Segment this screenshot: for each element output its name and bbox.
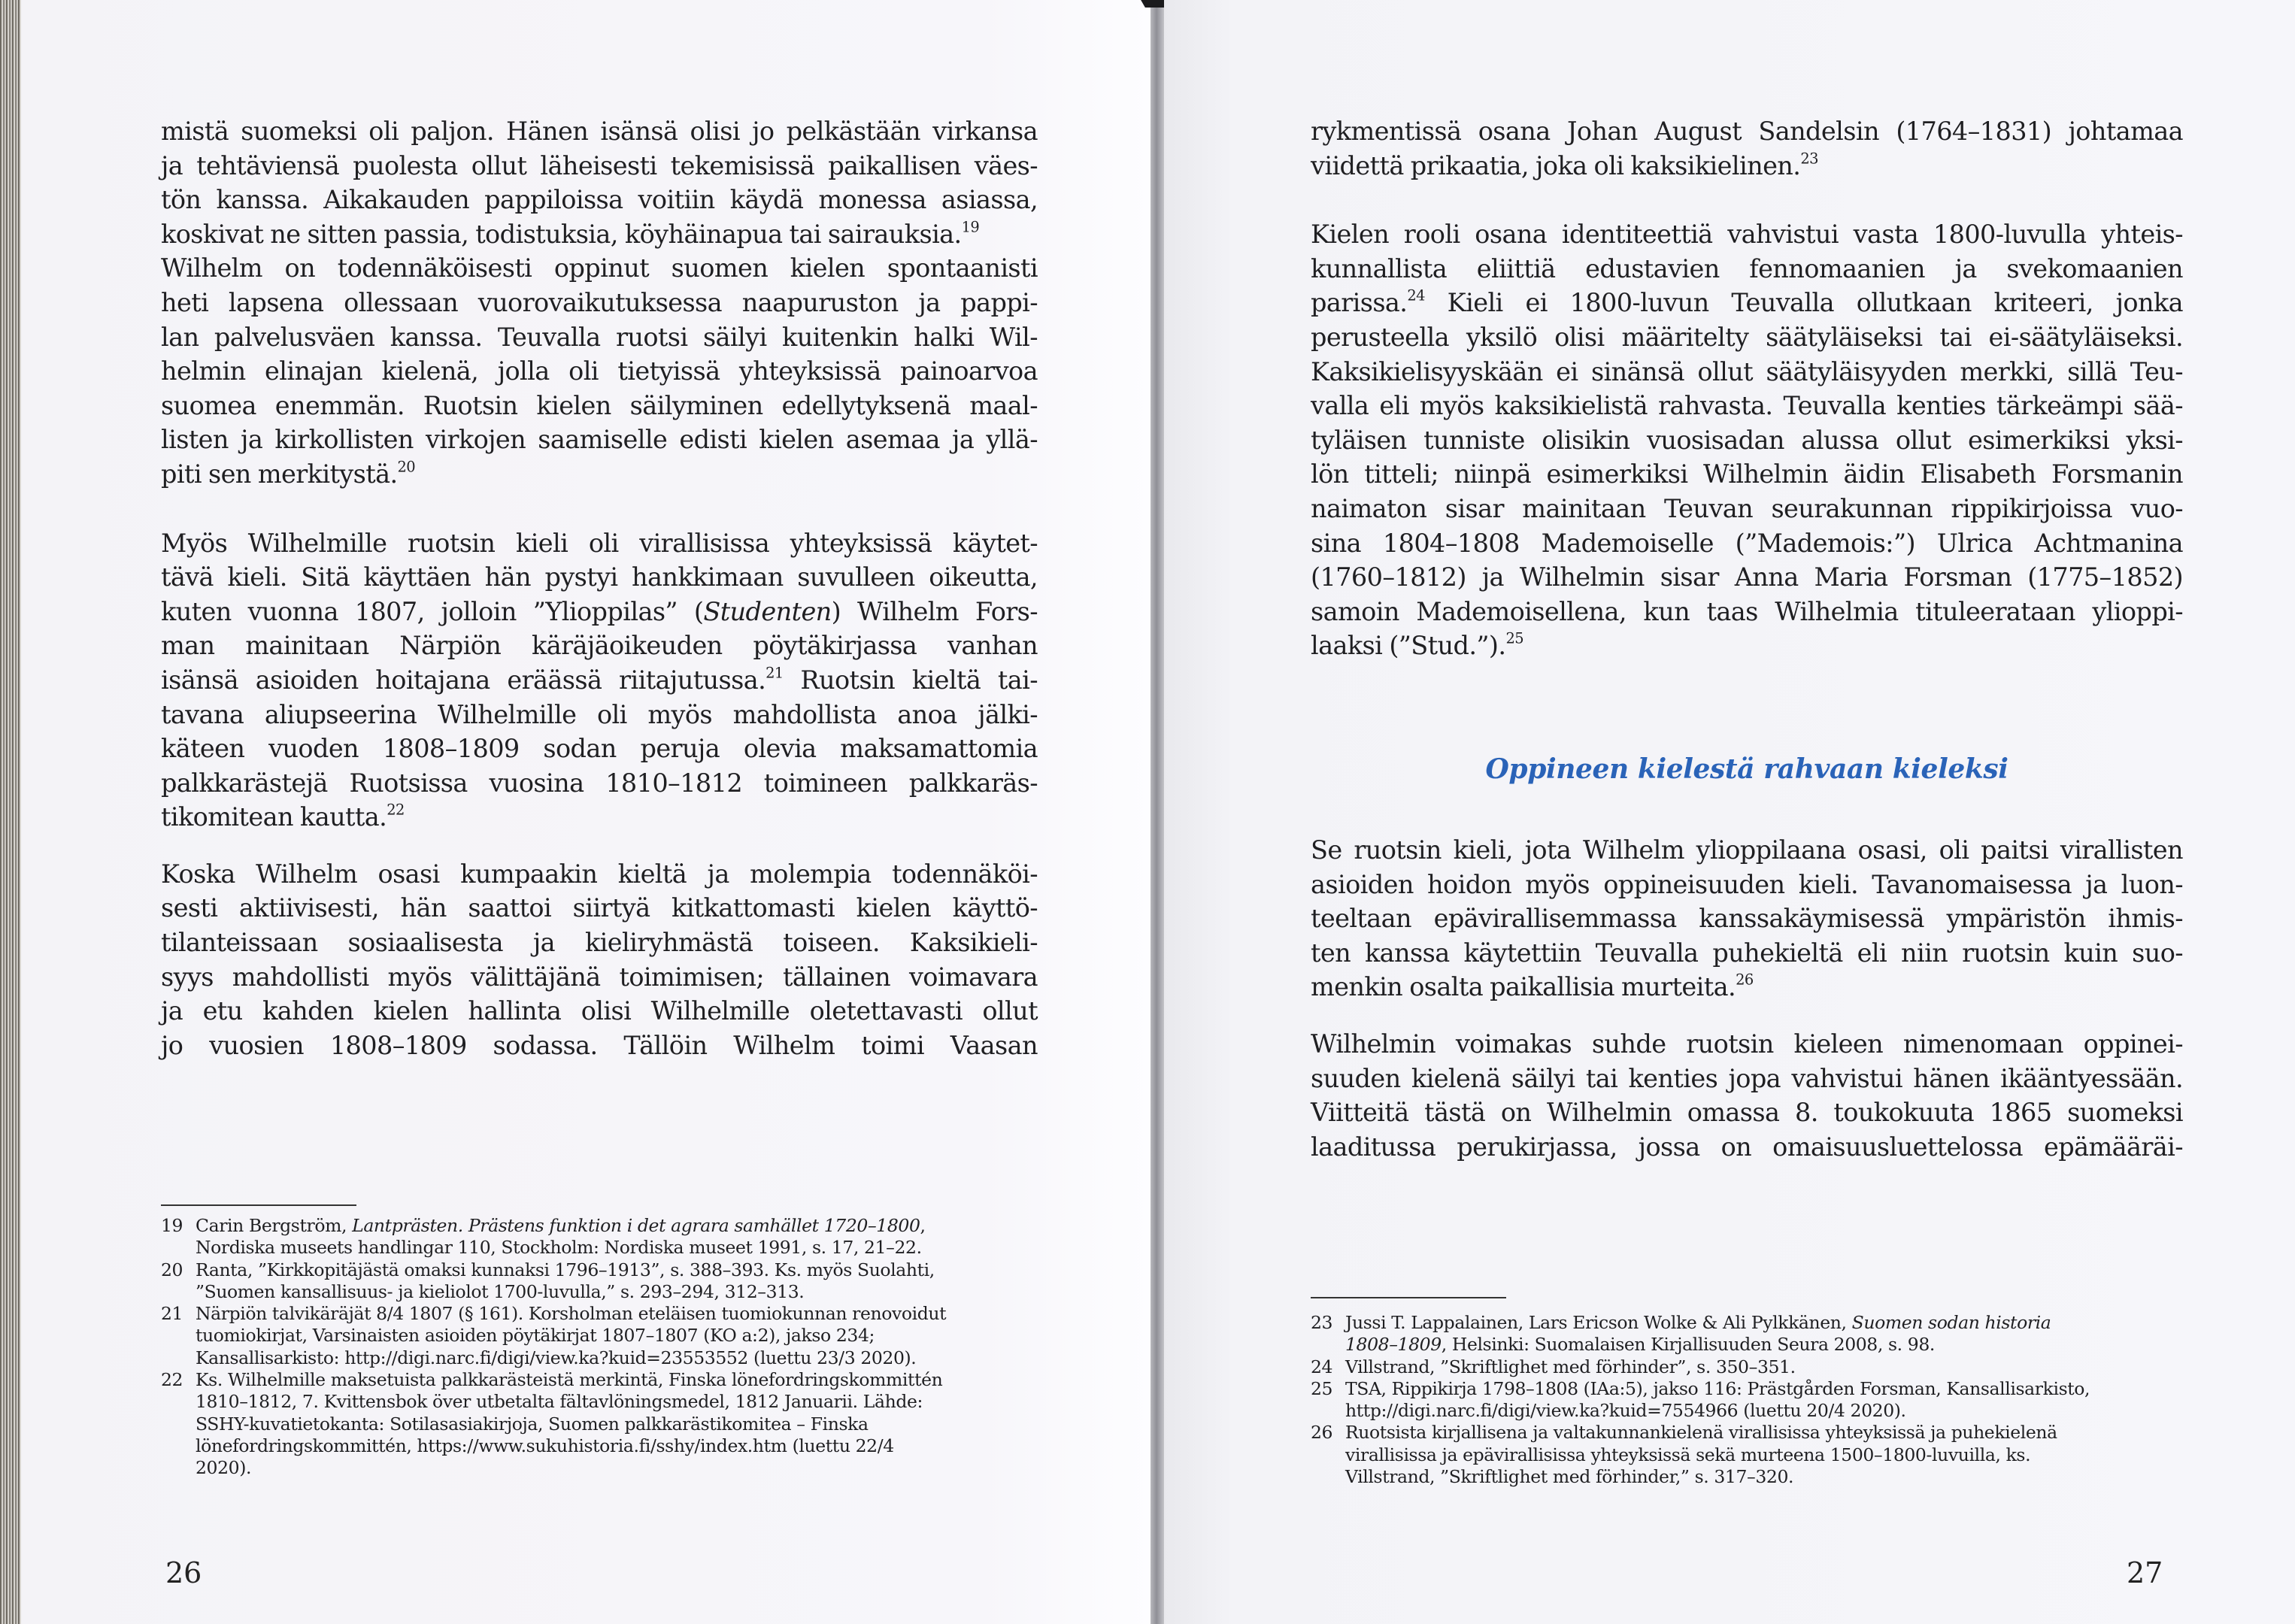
- text-line: ja tehtäviensä puolesta ollut läheisesti tekemisissä paikallisen väes-: [161, 150, 1038, 180]
- right-body-text-bottom: [1311, 833, 2183, 1164]
- left-page: [21, 0, 1151, 1624]
- text-line: rykmentissä osana Johan August Sandelsin (1764–1831) johtamaa: [1311, 117, 2183, 146]
- right-page: [1164, 0, 2295, 1624]
- text-line: [161, 217, 1038, 252]
- footnote-number: 26: [1311, 1422, 1333, 1444]
- text-line-content: laaksi (”Stud.”).: [1311, 631, 1506, 661]
- text-line: [161, 663, 1038, 698]
- text-line: [1311, 286, 2183, 320]
- text-line: (1760–1812) ja Wilhelmin sisar Anna Maria Forsman (1775–1852): [1311, 562, 2183, 592]
- footnote-line: Ks. Wilhelmille maksetuista palkkarästeistä merkintä, Finska lönefordringskommittén: [196, 1369, 943, 1391]
- text-line: Koska Wilhelm osasi kumpaakin kieltä ja molempia todennäköi-: [161, 859, 1038, 889]
- text-line: [1311, 149, 2183, 183]
- footnote-text: ,: [920, 1215, 926, 1236]
- text-line: [161, 800, 1038, 835]
- footnote-line: Ranta, ”Kirkkopitäjästä omaksi kunnaksi 1796–1913”, s. 388–393. Ks. myös Suolahti,: [196, 1259, 935, 1280]
- footnote-26: [1311, 1422, 2213, 1488]
- text-line: ja etu kahden kielen hallinta olisi Wilhelmille oletettavasti ollut: [161, 996, 1038, 1026]
- footnote-ref-24[interactable]: 24: [1407, 286, 1425, 304]
- page-number: 26: [165, 1556, 202, 1589]
- text-line: Myös Wilhelmille ruotsin kieli oli virallisissa yhteyksissä käytet-: [161, 528, 1038, 558]
- text-line: [1311, 629, 2183, 663]
- footnote-line: tuomiokirjat, Varsinaisten asioiden pöytäkirjat 1807–1807 (KO a:2), jakso 234;: [196, 1325, 875, 1347]
- text-line: Kielen rooli osana identiteettiä vahvistui vasta 1800-luvulla yhteis-: [1311, 220, 2183, 250]
- text-line: heti lapsena ollessaan vuorovaikutuksessa naapuruston ja pappi-: [161, 287, 1038, 317]
- text-line: jo vuosien 1808–1809 sodassa. Tällöin Wilhelm toimi Vaasan: [161, 1030, 1038, 1060]
- text-line: tävä kieli. Sitä käyttäen hän pystyi hankkimaan suvulleen oikeutta,: [161, 562, 1038, 592]
- right-body-text-top: [1311, 114, 2183, 663]
- text-line: ten kanssa käytettiin Teuvalla puhekieltä eli niin ruotsin kuin suo-: [1311, 938, 2183, 968]
- text-line-content: viidettä prikaatia, joka oli kaksikielinen.: [1311, 150, 1801, 180]
- footnote-number: 21: [161, 1303, 183, 1325]
- text-line: syys mahdollisti myös välittäjänä toimimisen; tällainen voimavara: [161, 962, 1038, 992]
- text-line: tön kanssa. Aikakauden pappiloissa voitiin käydä monessa asiassa,: [161, 185, 1038, 215]
- text-line: teeltaan epävirallisemmassa kanssakäymisessä ympäristön ihmis-: [1311, 904, 2183, 934]
- text-line: [161, 595, 1038, 629]
- footnote-19: [161, 1215, 1063, 1259]
- footnote-line: Ruotsista kirjallisena ja valtakunnankielenä virallisissa yhteyksissä ja puhekielenä: [1345, 1422, 2057, 1444]
- footnote-line: 2020).: [196, 1457, 252, 1479]
- footnote-ref-23[interactable]: 23: [1800, 150, 1818, 168]
- footnote-25: [1311, 1378, 2213, 1423]
- footnote-ref-26[interactable]: 26: [1736, 971, 1754, 989]
- paragraph: [161, 114, 1038, 492]
- right-footnotes: [1311, 1312, 2213, 1488]
- text-line-content: koskivat ne sitten passia, todistuksia, köyhäinapua tai sairauksia.: [161, 219, 962, 249]
- text-line: suuden kielenä säilyi tai kenties jopa vahvistui hänen ikääntyessään.: [1311, 1063, 2183, 1093]
- footnote-number: 25: [1311, 1377, 1333, 1399]
- paragraph: [1311, 217, 2183, 663]
- text-line: Wilhelm on todennäköisesti oppinut suomen kielen spontaanisti: [161, 253, 1038, 283]
- text-line: lön titteli; niinpä esimerkiksi Wilhelmin äidin Elisabeth Forsmanin: [1311, 459, 2183, 489]
- footnote-line: 1810–1812, 7. Kvittensbok över utbetalta fältavlöningsmedel, 1812 Januarii. Lähde:: [196, 1391, 923, 1413]
- footnote-line: virallisissa ja epävirallisissa yhteyksissä sekä murteena 1500–1800-luvuilla, ks.: [1345, 1444, 2031, 1465]
- section-heading: Oppineen kielestä rahvaan kieleksi: [1485, 753, 2009, 785]
- text-line-content: piti sen merkitystä.: [161, 459, 398, 489]
- footnote-line: Villstrand, ”Skriftlighet med förhinder”, s. 350–351.: [1345, 1356, 1796, 1377]
- text-line: valla eli myös kaksikielistä rahvasta. Teuvalla kenties tärkeämpi sää-: [1311, 391, 2183, 421]
- footnote-line: TSA, Rippikirja 1798–1808 (IAa:5), jakso 116: Prästgården Forsman, Kansallisarkisto,: [1345, 1377, 2090, 1399]
- footnote-title: Lantprästen. Prästens funktion i det agrara samhället 1720–1800: [352, 1215, 920, 1236]
- footnote-number: 24: [1311, 1356, 1333, 1377]
- footnote-text: Jussi T. Lappalainen, Lars Ericson Wolke & Ali Pylkkänen,: [1345, 1312, 1852, 1333]
- footnote-24: [1311, 1356, 2213, 1378]
- paragraph: [1311, 833, 2183, 1004]
- text-line-content: isänsä asioiden hoitajana eräässä riitajutussa.: [161, 665, 766, 695]
- footnote-ref-25[interactable]: 25: [1505, 629, 1523, 647]
- footnote-ref-21[interactable]: 21: [766, 664, 784, 682]
- footnote-ref-19[interactable]: 19: [961, 218, 980, 236]
- text-line-content: kuten vuonna 1807, jolloin ”Ylioppilas” (: [161, 596, 704, 626]
- text-line: tavana aliupseerina Wilhelmille oli myös mahdollista anoa jälki-: [161, 699, 1038, 729]
- text-line: man mainitaan Närpiön käräjäoikeuden pöytäkirjassa vanhan: [161, 631, 1038, 661]
- footnote-ref-20[interactable]: 20: [397, 458, 416, 476]
- left-body-text: [161, 114, 1038, 1062]
- text-line: lan palvelusväen kanssa. Teuvalla ruotsi säilyi kuitenkin halki Wil-: [161, 322, 1038, 352]
- paragraph: [161, 526, 1038, 835]
- text-line: Kaksikielisyyskään ei sinänsä ollut säätyläisyyden merkki, sillä Teu-: [1311, 356, 2183, 386]
- text-line: tyläisen tunniste olisikin vuosisadan alussa ollut esimerkiksi yksi-: [1311, 425, 2183, 455]
- text-line: samoin Mademoisellena, kun taas Wilhelmia tituleerataan ylioppi-: [1311, 596, 2183, 626]
- footnote-line: ”Suomen kansallisuus- ja kieliolot 1700-luvulla,” s. 293–294, 312–313.: [196, 1280, 805, 1302]
- text-line: mistä suomeksi oli paljon. Hänen isänsä olisi jo pelkästään virkansa: [161, 117, 1038, 146]
- footnote-20: [161, 1259, 1063, 1304]
- footnote-number: 23: [1311, 1312, 1333, 1333]
- text-line: helmin elinajan kielenä, jolla oli tietyissä yhteyksissä painoarvoa: [161, 356, 1038, 386]
- text-line: Se ruotsin kieli, jota Wilhelm ylioppilaana osasi, oli paitsi virallisten: [1311, 835, 2183, 865]
- paragraph: [1311, 1027, 2183, 1164]
- footnote-line: [1345, 1312, 2213, 1334]
- page-number: 27: [2127, 1556, 2163, 1589]
- footnote-23: [1311, 1312, 2213, 1356]
- text-line: käteen vuoden 1808–1809 sodan peruja olevia maksamattomia: [161, 734, 1038, 764]
- text-line: perusteella yksilö olisi määritelty säätyläiseksi tai ei-säätyläiseksi.: [1311, 322, 2183, 352]
- text-line-content: tikomitean kautta.: [161, 802, 387, 832]
- footnote-link-line[interactable]: lönefordringskommittén, https://www.sukuhistoria.fi/sshy/index.htm (luettu 22/4: [196, 1435, 894, 1456]
- text-line: sina 1804–1808 Mademoiselle (”Mademois:”) Ulrica Achtmanina: [1311, 528, 2183, 558]
- text-line-content: Ruotsin kieltä tai-: [783, 665, 1038, 695]
- text-line: Viitteitä tästä on Wilhelmin omassa 8. toukokuuta 1865 suomeksi: [1311, 1098, 2183, 1128]
- page-stack-edge: [0, 0, 21, 1624]
- footnote-line: Nordiska museets handlingar 110, Stockholm: Nordiska museet 1991, s. 17, 21–22.: [196, 1237, 922, 1259]
- italic-term: Studenten: [703, 596, 832, 626]
- footnote-title: 1808–1809: [1345, 1334, 1442, 1356]
- text-line: Wilhelmin voimakas suhde ruotsin kieleen nimenomaan oppinei-: [1311, 1029, 2183, 1059]
- footnote-number: 22: [161, 1369, 183, 1391]
- footnote-line: [1345, 1334, 2213, 1356]
- text-line: [1311, 970, 2183, 1004]
- text-line: laaditussa perukirjassa, jossa on omaisuusluettelossa epämääräi-: [1311, 1132, 2183, 1162]
- text-line: tilanteissaan sosiaalisesta ja kieliryhmästä toiseen. Kaksikieli-: [161, 928, 1038, 958]
- footnote-link-line[interactable]: http://digi.narc.fi/digi/view.ka?kuid=7554966 (luettu 20/4 2020).: [1345, 1400, 1906, 1422]
- footnote-line: SSHY-kuvatietokanta: Sotilasasiakirjoja, Suomen palkkarästikomitea – Finska: [196, 1413, 869, 1435]
- footnote-separator: [1311, 1297, 1506, 1298]
- footnote-number: 20: [161, 1259, 183, 1280]
- footnote-number: 19: [161, 1215, 183, 1236]
- book-gutter: [1151, 0, 1164, 1624]
- footnote-text: Carin Bergström,: [196, 1215, 353, 1236]
- left-footnotes: [161, 1215, 1063, 1480]
- footnote-separator: [161, 1204, 356, 1206]
- paragraph: [161, 857, 1038, 1063]
- footnote-link-line[interactable]: Kansallisarkisto: http://digi.narc.fi/digi/view.ka?kuid=23553552 (luettu 23/3 2020).: [196, 1347, 917, 1368]
- footnote-text: , Helsinki: Suomalaisen Kirjallisuuden Seura 2008, s. 98.: [1441, 1334, 1935, 1356]
- text-line-content: menkin osalta paikallisia murteita.: [1311, 972, 1736, 1002]
- footnote-line: Villstrand, ”Skriftlighet med förhinder,” s. 317–320.: [1345, 1466, 1794, 1488]
- footnote-21: [161, 1303, 1063, 1369]
- text-line: asioiden hoidon myös oppineisuuden kieli. Tavanomaisessa ja luon-: [1311, 869, 2183, 899]
- text-line: kunnallista eliittiä edustavien fennomaanien ja svekomaanien: [1311, 253, 2183, 283]
- text-line: naimaton sisar mainitaan Teuvan seurakunnan rippikirjoissa vuo-: [1311, 493, 2183, 523]
- footnote-ref-22[interactable]: 22: [387, 801, 405, 819]
- paragraph: [1311, 114, 2183, 183]
- text-line: listen ja kirkollisten virkojen saamiselle edisti kielen asemaa ja yllä-: [161, 425, 1038, 455]
- footnote-22: [161, 1369, 1063, 1479]
- text-line: suomea enemmän. Ruotsin kielen säilyminen edellytyksenä maal-: [161, 390, 1038, 420]
- text-line-content: Kieli ei 1800-luvun Teuvalla ollutkaan kriteeri, jonka: [1424, 288, 2183, 318]
- text-line: sesti aktiivisesti, hän saattoi siirtyä kitkattomasti kielen käyttö-: [161, 893, 1038, 923]
- footnote-line: [196, 1215, 1063, 1237]
- text-line-content: ) Wilhelm Fors-: [831, 596, 1038, 626]
- text-line-content: parissa.: [1311, 288, 1408, 318]
- text-line: palkkarästejä Ruotsissa vuosina 1810–1812 toimineen palkkaräs-: [161, 768, 1038, 798]
- footnote-title: Suomen sodan historia: [1851, 1312, 2051, 1333]
- text-line: [161, 457, 1038, 492]
- footnote-line: Närpiön talvikäräjät 8/4 1807 (§ 161). Korsholman eteläisen tuomiokunnan renovoidut: [196, 1303, 947, 1325]
